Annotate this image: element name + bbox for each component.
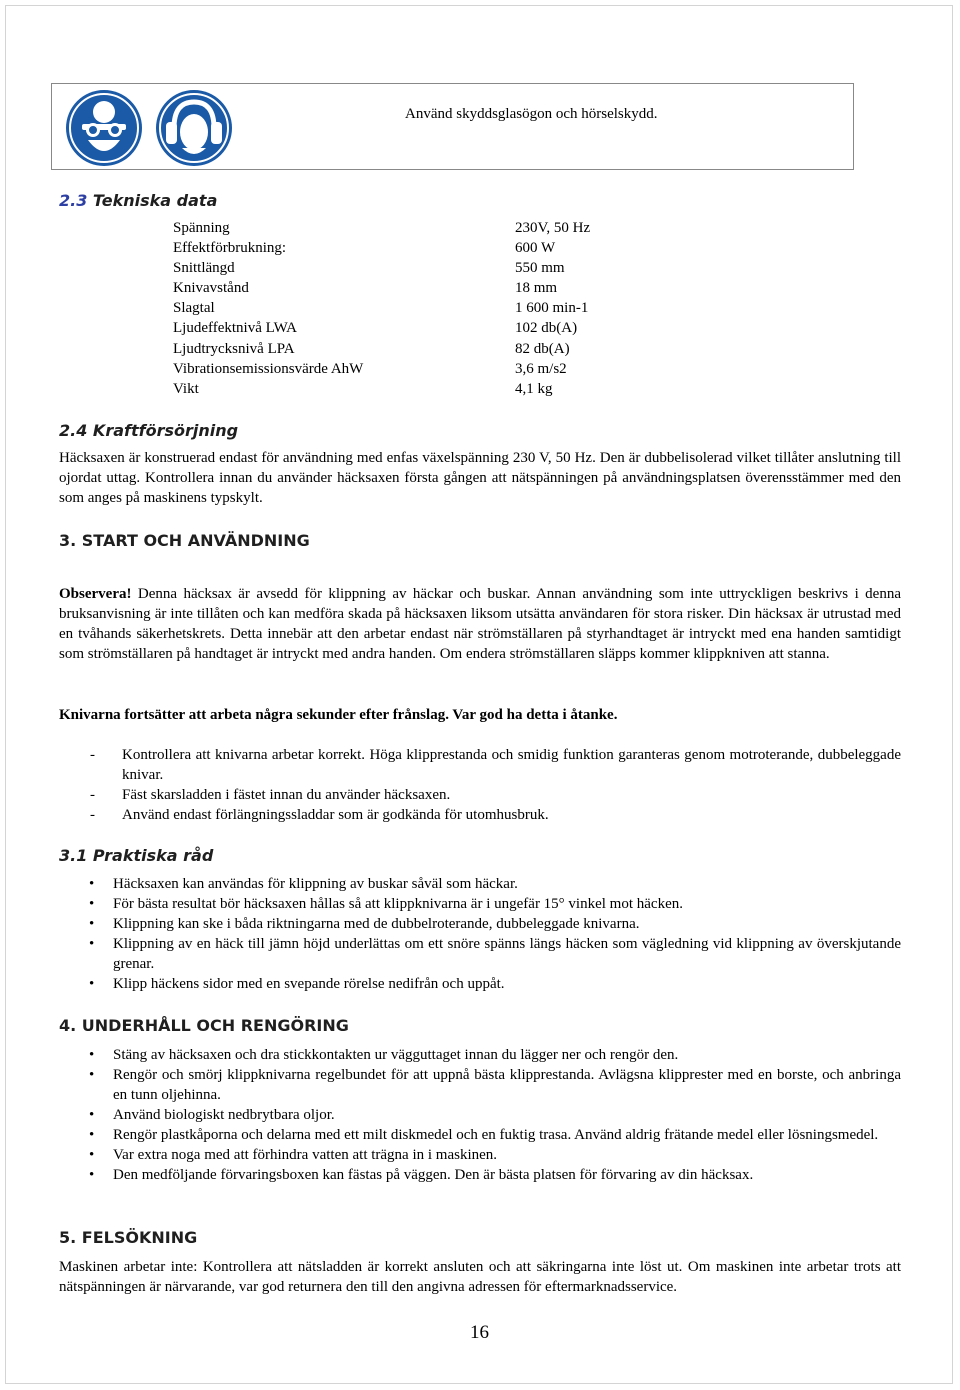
section-5-text: Maskinen arbetar inte: Kontrollera att nätsladden är korrekt ansluten och att säkringarna inte löst ut. Om maskinen inte arbetar trots att nätspänningen är närvarande, var god returnera den till den angivna adressen för eftermarknadsservice. (59, 1259, 901, 1295)
section-3-warning: Knivarna fortsätter att arbeta några sekunder efter frånslag. Var god ha detta i åtanke. (59, 707, 618, 723)
section-3-heading: 3. START OCH ANVÄNDNING (59, 531, 310, 550)
list-item: • För bästa resultat bör häcksaxen hållas så att klippknivarna är i ungefär 15° vinkel mot häcken. (59, 894, 901, 914)
list-item: • Klippning av en häck till jämn höjd underlättas om ett snöre spänns längs häcken som vägledning vid klippning av överskjutande grenar. (59, 934, 901, 974)
spec-row (173, 218, 633, 238)
safety-notice-text: Använd skyddsglasögon och hörselskydd. (405, 106, 658, 122)
safety-glasses-icon (64, 88, 144, 168)
safety-notice-box (51, 83, 854, 170)
section-2-3-title: Tekniska data (92, 191, 218, 210)
section-2-4-text: Häcksaxen är konstruerad endast för användning med enfas växelspänning 230 V, 50 Hz. Den är dubbelisolerad vilket tillåter anslutning till ojordat uttag. Kontrollera innan du använder häcksaxen första gången att nätspänningen på användningsplatsen överensstämmer med den som anges på maskinens typskylt. (59, 450, 901, 506)
spec-value: 82 db(A) (515, 340, 570, 357)
spec-value: 3,6 m/s2 (515, 360, 567, 377)
spec-value: 4,1 kg (515, 380, 553, 397)
spec-row (173, 278, 633, 298)
section-3-1-bullet-list (59, 874, 901, 994)
spec-value: 550 mm (515, 260, 565, 277)
technical-data-table (173, 218, 633, 399)
list-item: • Klipp häckens sidor med en svepande rörelse nedifrån och uppåt. (59, 974, 901, 994)
spec-row (173, 238, 633, 258)
spec-value: 102 db(A) (515, 320, 578, 337)
section-2-3-number: 2.3 (59, 191, 88, 210)
spec-label: Effektförbrukning: (173, 240, 287, 257)
spec-value: 18 mm (515, 280, 558, 297)
list-item: • Rengör plastkåporna och delarna med ett milt diskmedel och en fuktig trasa. Använd aldrig frätande medel eller lösningsmedel. (59, 1125, 901, 1145)
list-item: • Klippning kan ske i båda riktningarna med de dubbelroterande, dubbeleggade knivarna. (59, 914, 901, 934)
list-item: • Var extra noga med att förhindra vatten att trägna in i maskinen. (59, 1145, 901, 1165)
spec-value: 230V, 50 Hz (515, 220, 591, 236)
section-5-heading: 5. FELSÖKNING (59, 1228, 198, 1247)
spec-value: 1 600 min-1 (515, 300, 589, 317)
list-item: • Stäng av häcksaxen och dra stickkontakten ur vägguttaget innan du lägger ner och rengör den. (59, 1045, 901, 1065)
spec-row (173, 298, 633, 318)
section-4-heading: 4. UNDERHÅLL OCH RENGÖRING (59, 1016, 349, 1035)
spec-row (173, 379, 633, 399)
section-3-body: Denna häcksax är avsedd för klippning av häckar och buskar. Annan användning som inte uttryckligen beskrivs i denna bruksanvisning är inte tillåten och kan medföra skada på häcksaxen liksom utsätta användaren för stora risker. Din häcksax är utrustad med en tvåhands säkerhetskrets. Detta innebär att den arbetar endast när strömställaren på styrhandtaget är intryckt med ena handen samtidigt som strömställaren på handtaget är intryckt med andra handen. Om endera strömställaren släpps kommer klippkniven att stanna. (59, 586, 901, 662)
section-3-1-heading: 3.1 Praktiska råd (59, 846, 214, 865)
spec-row (173, 339, 633, 359)
ear-protection-icon (154, 88, 234, 168)
spec-value: 600 W (515, 240, 556, 257)
spec-label: Knivavstånd (173, 280, 249, 297)
section-2-4-heading: 2.4 Kraftförsörjning (59, 421, 239, 440)
spec-row (173, 258, 633, 278)
spec-label: Ljudtrycksnivå LPA (173, 340, 295, 357)
observe-label: Observera! (59, 586, 132, 602)
section-2-3-heading (59, 191, 217, 210)
spec-row (173, 318, 633, 338)
list-item: • Häcksaxen kan användas för klippning av buskar såväl som häckar. (59, 874, 901, 894)
spec-label: Slagtal (173, 300, 215, 317)
spec-label: Vikt (173, 380, 199, 397)
list-item: • Använd biologiskt nedbrytbara oljor. (59, 1105, 901, 1125)
section-3-text (59, 584, 901, 664)
section-3-dash-list (59, 745, 901, 825)
list-item: - Fäst skarsladden i fästet innan du använder häcksaxen. (59, 785, 901, 805)
spec-label: Snittlängd (173, 260, 235, 277)
section-4-bullet-list (59, 1045, 901, 1185)
list-item: - Använd endast förlängningssladdar som är godkända för utomhusbruk. (59, 805, 901, 825)
spec-label: Spänning (173, 220, 230, 236)
page-number: 16 (470, 1322, 489, 1343)
spec-label: Vibrationsemissionsvärde AhW (173, 360, 364, 377)
list-item: - Kontrollera att knivarna arbetar korrekt. Höga klipprestanda och smidig funktion garanteras genom motroterande, dubbeleggade knivar. (59, 745, 901, 785)
spec-row (173, 359, 633, 379)
spec-label: Ljudeffektnivå LWA (173, 320, 297, 337)
list-item: • Den medföljande förvaringsboxen kan fästas på väggen. Den är bästa platsen för förvaring av din häcksax. (59, 1165, 901, 1185)
list-item: • Rengör och smörj klippknivarna regelbundet för att uppnå bästa klipprestanda. Avlägsna klipprester med en borste, och anbringa en tunn oljehinna. (59, 1065, 901, 1105)
